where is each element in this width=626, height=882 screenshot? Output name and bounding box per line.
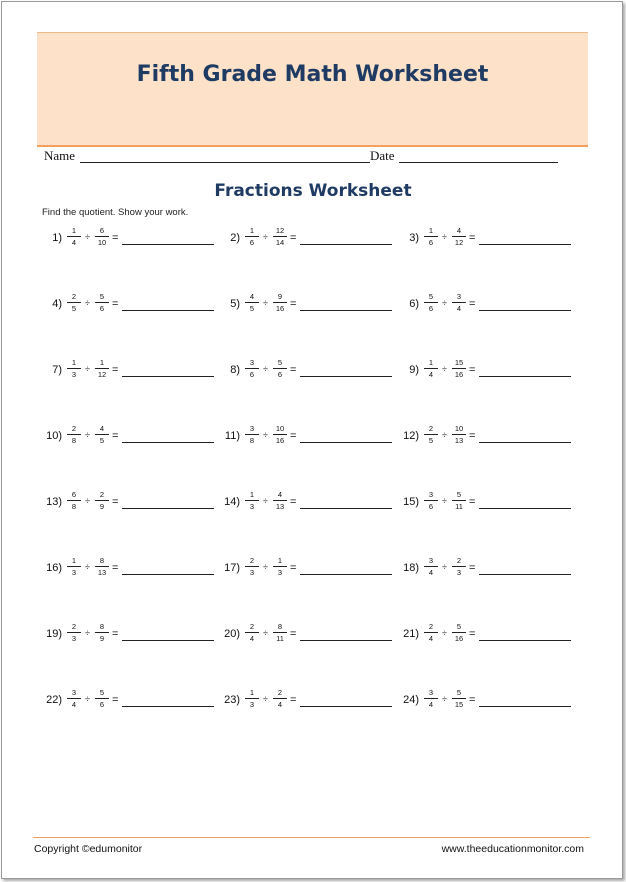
divide-operator: ÷ (442, 562, 447, 572)
divide-operator: ÷ (85, 496, 90, 506)
date-label: Date (370, 148, 395, 163)
second-fraction (273, 358, 287, 379)
denominator: 16 (454, 634, 464, 643)
numerator: 9 (273, 292, 287, 303)
denominator: 9 (99, 502, 105, 511)
equals-sign: = (112, 364, 119, 376)
divide-operator: ÷ (442, 430, 447, 440)
equals-sign: = (112, 628, 119, 640)
denominator: 12 (454, 238, 464, 247)
first-fraction (424, 622, 438, 643)
first-fraction (67, 622, 81, 643)
numerator: 4 (95, 424, 109, 435)
page-title: Fifth Grade Math Worksheet (136, 62, 489, 87)
numerator: 2 (245, 556, 259, 567)
denominator: 3 (277, 568, 283, 577)
problem-item (40, 226, 220, 252)
numerator: 1 (245, 226, 259, 237)
answer-line[interactable] (479, 376, 571, 377)
equals-sign: = (112, 232, 119, 244)
first-fraction (67, 688, 81, 709)
divide-operator: ÷ (85, 364, 90, 374)
second-fraction (273, 226, 287, 247)
answer-line[interactable] (300, 442, 392, 443)
numerator: 3 (424, 490, 438, 501)
numerator: 3 (424, 688, 438, 699)
numerator: 5 (95, 292, 109, 303)
second-fraction (95, 688, 109, 709)
first-fraction (245, 688, 259, 709)
problem-item (397, 226, 577, 252)
denominator: 4 (277, 700, 283, 709)
first-fraction (245, 490, 259, 511)
problem-number: 5) (230, 298, 240, 310)
numerator: 3 (67, 688, 81, 699)
denominator: 3 (249, 502, 255, 511)
answer-line[interactable] (122, 442, 214, 443)
divide-operator: ÷ (85, 694, 90, 704)
problem-item (397, 424, 577, 450)
divide-operator: ÷ (85, 232, 90, 242)
problem-number: 15) (403, 496, 419, 508)
second-fraction (452, 556, 466, 577)
numerator: 1 (67, 226, 81, 237)
divide-operator: ÷ (85, 298, 90, 308)
second-fraction (95, 358, 109, 379)
equals-sign: = (469, 430, 476, 442)
footer-website: www.theeducationmonitor.com (441, 843, 584, 855)
denominator: 8 (71, 502, 77, 511)
answer-line[interactable] (122, 310, 214, 311)
divide-operator: ÷ (263, 562, 268, 572)
answer-line[interactable] (300, 706, 392, 707)
numerator: 1 (273, 556, 287, 567)
answer-line[interactable] (479, 640, 571, 641)
answer-line[interactable] (122, 244, 214, 245)
numerator: 5 (95, 688, 109, 699)
problem-number: 16) (46, 562, 62, 574)
denominator: 5 (99, 436, 105, 445)
equals-sign: = (112, 298, 119, 310)
divide-operator: ÷ (263, 364, 268, 374)
equals-sign: = (469, 562, 476, 574)
denominator: 4 (428, 370, 434, 379)
numerator: 1 (245, 688, 259, 699)
problem-item (40, 292, 220, 318)
problem-number: 23) (224, 694, 240, 706)
denominator: 4 (249, 634, 255, 643)
divide-operator: ÷ (442, 628, 447, 638)
numerator: 2 (67, 622, 81, 633)
problem-item (40, 622, 220, 648)
problem-number: 9) (409, 364, 419, 376)
equals-sign: = (290, 430, 297, 442)
denominator: 11 (455, 502, 463, 511)
first-fraction (245, 622, 259, 643)
problem-number: 6) (409, 298, 419, 310)
problem-number: 1) (52, 232, 62, 244)
denominator: 3 (456, 568, 462, 577)
denominator: 4 (71, 238, 77, 247)
numerator: 12 (273, 226, 287, 237)
numerator: 4 (452, 226, 466, 237)
second-fraction (95, 622, 109, 643)
first-fraction (424, 358, 438, 379)
denominator: 4 (428, 700, 434, 709)
numerator: 15 (452, 358, 466, 369)
problem-item (218, 490, 398, 516)
numerator: 6 (95, 226, 109, 237)
numerator: 5 (452, 622, 466, 633)
second-fraction (95, 226, 109, 247)
divide-operator: ÷ (263, 232, 268, 242)
numerator: 4 (273, 490, 287, 501)
answer-line[interactable] (300, 508, 392, 509)
numerator: 2 (452, 556, 466, 567)
problem-number: 10) (46, 430, 62, 442)
numerator: 5 (424, 292, 438, 303)
problem-number: 14) (224, 496, 240, 508)
problem-number: 11) (224, 430, 240, 442)
denominator: 4 (71, 700, 77, 709)
second-fraction (452, 358, 466, 379)
second-fraction (273, 688, 287, 709)
denominator: 4 (428, 634, 434, 643)
numerator: 2 (67, 424, 81, 435)
denominator: 6 (428, 304, 434, 313)
header-banner (37, 32, 588, 147)
first-fraction (67, 358, 81, 379)
divide-operator: ÷ (263, 496, 268, 506)
problem-number: 4) (52, 298, 62, 310)
problem-number: 19) (46, 628, 62, 640)
problem-item (397, 556, 577, 582)
answer-line[interactable] (122, 706, 214, 707)
problem-item (40, 688, 220, 714)
problem-item (218, 622, 398, 648)
equals-sign: = (112, 562, 119, 574)
denominator: 14 (275, 238, 285, 247)
equals-sign: = (290, 496, 297, 508)
denominator: 6 (428, 238, 434, 247)
answer-line[interactable] (479, 442, 571, 443)
second-fraction (273, 424, 287, 445)
problem-number: 20) (224, 628, 240, 640)
footer-copyright: Copyright ©edumonitor (34, 843, 143, 855)
denominator: 3 (249, 700, 255, 709)
second-fraction (95, 424, 109, 445)
name-date-row (44, 148, 564, 166)
denominator: 13 (454, 436, 464, 445)
answer-line[interactable] (300, 376, 392, 377)
numerator: 3 (452, 292, 466, 303)
problem-number: 7) (52, 364, 62, 376)
denominator: 6 (277, 370, 283, 379)
answer-line[interactable] (479, 508, 571, 509)
divide-operator: ÷ (263, 628, 268, 638)
numerator: 2 (95, 490, 109, 501)
second-fraction (95, 292, 109, 313)
numerator: 10 (273, 424, 287, 435)
second-fraction (452, 490, 466, 511)
divide-operator: ÷ (442, 298, 447, 308)
denominator: 6 (428, 502, 434, 511)
denominator: 4 (428, 568, 434, 577)
numerator: 1 (95, 358, 109, 369)
answer-line[interactable] (122, 574, 214, 575)
numerator: 8 (95, 622, 109, 633)
second-fraction (273, 622, 287, 643)
footer-divider (33, 837, 590, 838)
numerator: 3 (424, 556, 438, 567)
numerator: 2 (424, 622, 438, 633)
denominator: 15 (454, 700, 464, 709)
numerator: 3 (245, 424, 259, 435)
divide-operator: ÷ (85, 628, 90, 638)
numerator: 8 (273, 622, 287, 633)
divide-operator: ÷ (263, 694, 268, 704)
answer-line[interactable] (122, 508, 214, 509)
denominator: 5 (249, 304, 255, 313)
divide-operator: ÷ (263, 430, 268, 440)
second-fraction (273, 490, 287, 511)
problem-number: 12) (403, 430, 419, 442)
answer-line[interactable] (300, 640, 392, 641)
denominator: 3 (249, 568, 255, 577)
first-fraction (424, 292, 438, 313)
problem-item (218, 688, 398, 714)
first-fraction (245, 358, 259, 379)
divide-operator: ÷ (85, 562, 90, 572)
second-fraction (273, 292, 287, 313)
numerator: 5 (452, 688, 466, 699)
answer-line[interactable] (479, 574, 571, 575)
equals-sign: = (290, 232, 297, 244)
denominator: 5 (428, 436, 434, 445)
first-fraction (424, 490, 438, 511)
first-fraction (424, 688, 438, 709)
problem-number: 8) (230, 364, 240, 376)
worksheet-subtitle: Fractions Worksheet (214, 181, 412, 201)
numerator: 1 (67, 358, 81, 369)
problem-item (218, 226, 398, 252)
first-fraction (67, 292, 81, 313)
first-fraction (245, 292, 259, 313)
name-label: Name (44, 148, 76, 163)
denominator: 16 (275, 436, 285, 445)
numerator: 2 (424, 424, 438, 435)
second-fraction (452, 622, 466, 643)
denominator: 6 (249, 238, 255, 247)
problem-number: 3) (409, 232, 419, 244)
numerator: 10 (452, 424, 466, 435)
denominator: 16 (454, 370, 464, 379)
second-fraction (452, 292, 466, 313)
problem-number: 17) (224, 562, 240, 574)
problem-item (397, 292, 577, 318)
denominator: 16 (275, 304, 285, 313)
denominator: 9 (99, 634, 105, 643)
second-fraction (452, 226, 466, 247)
name-field-line[interactable] (80, 162, 370, 163)
equals-sign: = (469, 232, 476, 244)
divide-operator: ÷ (442, 364, 447, 374)
first-fraction (67, 556, 81, 577)
problem-number: 13) (46, 496, 62, 508)
equals-sign: = (469, 628, 476, 640)
first-fraction (424, 226, 438, 247)
problem-item (397, 358, 577, 384)
denominator: 13 (97, 568, 107, 577)
first-fraction (424, 556, 438, 577)
problem-number: 21) (403, 628, 419, 640)
denominator: 3 (71, 634, 77, 643)
denominator: 6 (249, 370, 255, 379)
instructions: Find the quotient. Show your work. (42, 207, 189, 218)
answer-line[interactable] (479, 310, 571, 311)
divide-operator: ÷ (442, 232, 447, 242)
problem-number: 18) (403, 562, 419, 574)
answer-line[interactable] (122, 376, 214, 377)
equals-sign: = (112, 430, 119, 442)
denominator: 3 (71, 568, 77, 577)
problem-item (218, 292, 398, 318)
denominator: 8 (71, 436, 77, 445)
problem-number: 2) (230, 232, 240, 244)
problem-item (40, 424, 220, 450)
second-fraction (273, 556, 287, 577)
denominator: 11 (276, 634, 284, 643)
numerator: 1 (245, 490, 259, 501)
denominator: 12 (97, 370, 107, 379)
answer-line[interactable] (479, 244, 571, 245)
equals-sign: = (112, 694, 119, 706)
divide-operator: ÷ (442, 694, 447, 704)
problem-item (40, 490, 220, 516)
divide-operator: ÷ (263, 298, 268, 308)
denominator: 6 (99, 304, 105, 313)
problem-item (397, 490, 577, 516)
problem-item (218, 358, 398, 384)
divide-operator: ÷ (442, 496, 447, 506)
problem-item (40, 556, 220, 582)
problem-item (218, 556, 398, 582)
denominator: 10 (97, 238, 107, 247)
numerator: 5 (273, 358, 287, 369)
equals-sign: = (290, 298, 297, 310)
equals-sign: = (469, 694, 476, 706)
numerator: 2 (245, 622, 259, 633)
answer-line[interactable] (479, 706, 571, 707)
equals-sign: = (290, 694, 297, 706)
numerator: 8 (95, 556, 109, 567)
numerator: 1 (67, 556, 81, 567)
problem-number: 22) (46, 694, 62, 706)
date-field-line[interactable] (399, 162, 558, 163)
numerator: 3 (245, 358, 259, 369)
answer-line[interactable] (300, 574, 392, 575)
numerator: 6 (67, 490, 81, 501)
equals-sign: = (112, 496, 119, 508)
second-fraction (452, 688, 466, 709)
second-fraction (95, 490, 109, 511)
numerator: 1 (424, 358, 438, 369)
answer-line[interactable] (300, 310, 392, 311)
equals-sign: = (290, 562, 297, 574)
numerator: 1 (424, 226, 438, 237)
second-fraction (452, 424, 466, 445)
first-fraction (67, 490, 81, 511)
first-fraction (67, 226, 81, 247)
denominator: 6 (99, 700, 105, 709)
divide-operator: ÷ (85, 430, 90, 440)
answer-line[interactable] (300, 244, 392, 245)
denominator: 4 (456, 304, 462, 313)
equals-sign: = (469, 496, 476, 508)
first-fraction (245, 226, 259, 247)
numerator: 5 (452, 490, 466, 501)
problem-item (397, 688, 577, 714)
numerator: 2 (67, 292, 81, 303)
first-fraction (245, 424, 259, 445)
problem-item (218, 424, 398, 450)
denominator: 3 (71, 370, 77, 379)
first-fraction (67, 424, 81, 445)
equals-sign: = (469, 298, 476, 310)
equals-sign: = (290, 628, 297, 640)
second-fraction (95, 556, 109, 577)
answer-line[interactable] (122, 640, 214, 641)
problem-number: 24) (403, 694, 419, 706)
numerator: 2 (273, 688, 287, 699)
first-fraction (424, 424, 438, 445)
equals-sign: = (469, 364, 476, 376)
denominator: 8 (249, 436, 255, 445)
problem-item (397, 622, 577, 648)
equals-sign: = (290, 364, 297, 376)
denominator: 5 (71, 304, 77, 313)
denominator: 13 (275, 502, 285, 511)
first-fraction (245, 556, 259, 577)
problem-item (40, 358, 220, 384)
numerator: 4 (245, 292, 259, 303)
